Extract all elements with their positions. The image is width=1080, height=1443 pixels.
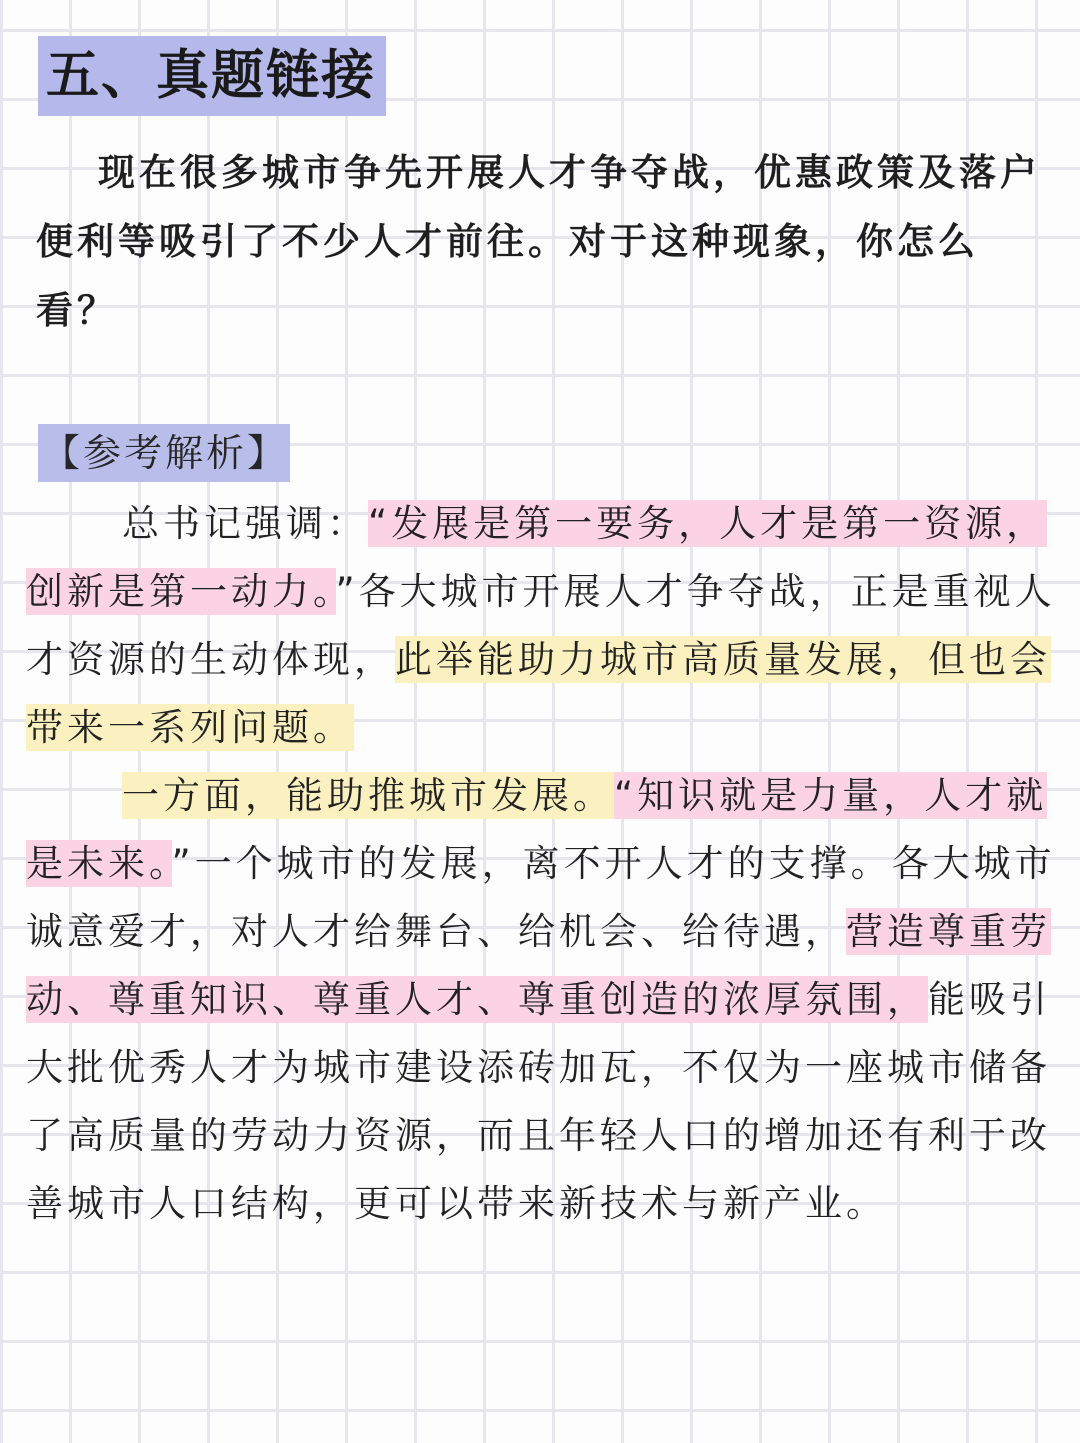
- analysis-tag: 【参考解析】: [38, 424, 290, 482]
- section-title: 五、真题链接: [38, 36, 386, 116]
- analysis-p1-thesis-highlight: 此举能助力城市高质量发展，但也会带来一系列问题。: [26, 638, 1051, 749]
- analysis-p2-quote-highlight: “知识就是力量，人才就是未来。: [26, 774, 1048, 885]
- analysis-paragraph-2: [26, 762, 1074, 1238]
- analysis-p1-text: ”各大城市开展人才争夺战，正是重视人才资源的生动体现，: [26, 570, 1056, 681]
- analysis-paragraph-1: [26, 490, 1074, 762]
- analysis-p2-text: ”一个城市的发展，离不开人才的支撑。各大城市诚意爱才，对人才给舞台、给机会、给待遇，: [26, 842, 1056, 953]
- analysis-p2-conclusion: 能吸引大批优秀人才为城市建设添砖加瓦，不仅为一座城市储备了高质量的劳动力资源，而且年轻人口的增加还有利于改善城市人口结构，更可以带来新技术与新产业。: [26, 978, 1051, 1225]
- analysis-p1-quote-highlight: “发展是第一要务，人才是第一资源，创新是第一动力。: [26, 502, 1048, 613]
- analysis-p1-intro: 总书记强调：: [122, 502, 368, 545]
- analysis-body: [26, 490, 1074, 1238]
- question-text: 现在很多城市争先开展人才争夺战，优惠政策及落户便利等吸引了不少人才前往。对于这种现象，你怎么看？: [36, 151, 1041, 332]
- analysis-p2-atmosphere-highlight: 营造尊重劳动、尊重知识、尊重人才、尊重创造的浓厚氛围，: [26, 910, 1051, 1021]
- analysis-p2-point-highlight: 一方面，能助推城市发展。: [122, 774, 614, 817]
